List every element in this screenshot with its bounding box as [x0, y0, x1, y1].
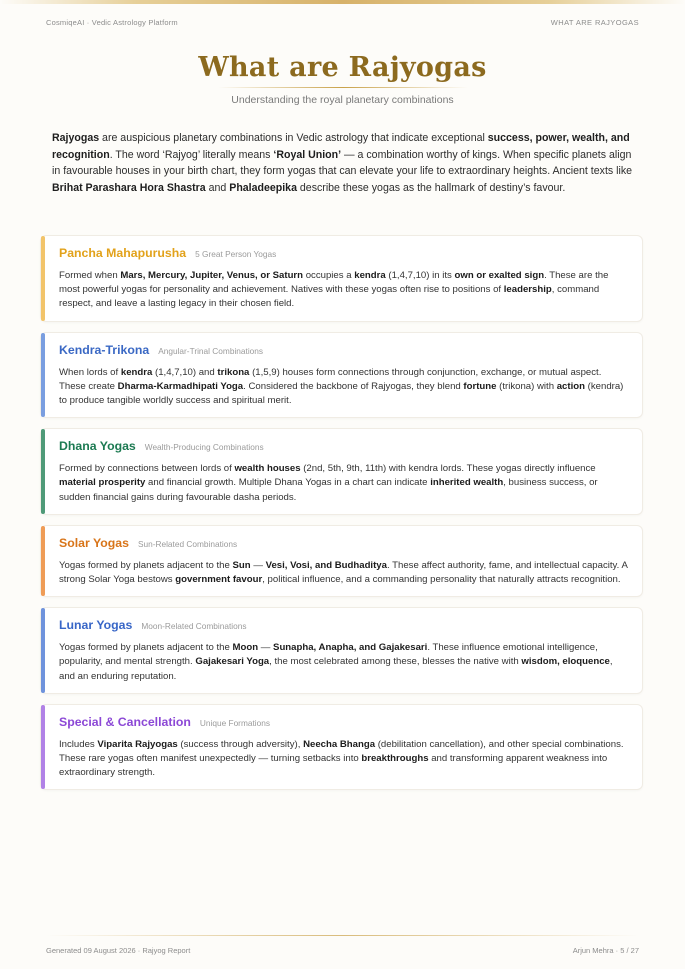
report-name: Rajyog Report [142, 946, 191, 955]
card-body: Includes Viparita Rajyogas (success through adversity), Neecha Bhanga (debilitation cancellation), and other special combinations. These rare yogas often manifest unexpectedly — turning setbacks into breakthroughs and transforming apparent weakness into extraordinary strength. [59, 738, 624, 779]
card-kendra-trikona [40, 332, 643, 419]
top-decorative-rule [0, 0, 685, 4]
card-tag: Sun-Related Combinations [137, 538, 238, 549]
card-title: Lunar Yogas [59, 618, 133, 633]
card-pancha-mahapurusha [40, 235, 643, 322]
card-solar-yogas [40, 525, 643, 597]
page-footer [46, 946, 639, 955]
section-label: WHAT ARE RAJYOGAS [550, 18, 639, 27]
page-subtitle: Understanding the royal planetary combinations [231, 94, 454, 106]
intro-paragraph: Rajyogas are auspicious planetary combinations in Vedic astrology that indicate exceptional success, power, wealth, and recognition. The word ‘Rajyog’ literally means ‘Royal Union’ — a combination worthy of kings. When specific planets align in favourable houses in your birth chart, they form yogas that can elevate your life to extraordinary heights. Ancient texts like Brihat Parashara Hora Shastra and Phaladeepika describe these yogas as the hallmark of destiny’s favour. [52, 132, 633, 194]
card-lunar-yogas [40, 607, 643, 694]
brand-name: CosmiqeAI [46, 18, 85, 27]
page-title: What are Rajyogas [198, 52, 487, 83]
card-tag: Wealth-Producing Combinations [144, 442, 264, 453]
card-dhana-yogas [40, 428, 643, 515]
title-block [0, 52, 685, 106]
card-body: Yogas formed by planets adjacent to the Sun — Vesi, Vosi, and Budhaditya. These affect authority, fame, and intellectual capacity. A strong Solar Yoga bestows government favour, political influence, and a commanding personality that naturally attracts recognition. [59, 559, 628, 586]
card-title: Pancha Mahapurusha [59, 246, 187, 260]
title-underline [218, 87, 468, 88]
card-special-cancellation [40, 704, 643, 791]
footer-right: Arjun Mehra · 5 / 27 [572, 946, 639, 955]
card-body: Formed by connections between lords of wealth houses (2nd, 5th, 9th, 11th) with kendra lords. These yogas directly influence material prosperity and financial growth. Multiple Dhana Yogas in a chart can indicate inherited wealth, business success, or sudden financial gains during favourable dasha periods. [59, 463, 598, 503]
page-header [46, 18, 639, 27]
card-tag: Unique Formations [199, 717, 271, 728]
card-tag: Angular-Trinal Combinations [158, 345, 264, 356]
card-title: Special & Cancellation [59, 714, 191, 729]
person-name: Arjun Mehra [572, 946, 614, 955]
card-title: Dhana Yogas [59, 439, 136, 454]
footer-left: Generated 09 August 2026 · Rajyog Report [46, 946, 191, 955]
card-body: When lords of kendra (1,4,7,10) and trikona (1,5,9) houses form connections through conjunction, exchange, or mutual aspect. These create Dharma-Karmadhipati Yoga. Considered the backbone of Rajyogas, they blend fortune (trikona) with action (kendra) to produce tangible worldly success and spiritual merit. [59, 366, 624, 407]
card-body: Formed when Mars, Mercury, Jupiter, Venus, or Saturn occupies a kendra (1,4,7,10) in its own or exalted sign. These are the most powerful yogas for personality and achievement. Natives with these yogas often rise to positions of leadership, command respect, and leave a lasting legacy in their chosen field. [59, 270, 609, 310]
card-title: Kendra-Trikona [59, 342, 150, 357]
card-body: Yogas formed by planets adjacent to the Moon — Sunapha, Anapha, and Gajakesari. These influence emotional intelligence, popularity, and mental strength. Gajakesari Yoga, the most celebrated among these, blesses the native with wisdom, eloquence, and an enduring reputation. [59, 642, 613, 682]
yoga-cards [40, 235, 643, 800]
header-brand-line: CosmiqeAI · Vedic Astrology Platform [46, 18, 178, 27]
platform-name: Vedic Astrology Platform [91, 18, 178, 27]
page-number: 5 / 27 [620, 946, 639, 955]
card-title: Solar Yogas [59, 535, 129, 550]
card-tag: Moon-Related Combinations [141, 621, 247, 632]
card-tag: 5 Great Person Yogas [195, 249, 277, 259]
generated-date: Generated 09 August 2026 [46, 946, 136, 955]
footer-rule [46, 935, 639, 936]
